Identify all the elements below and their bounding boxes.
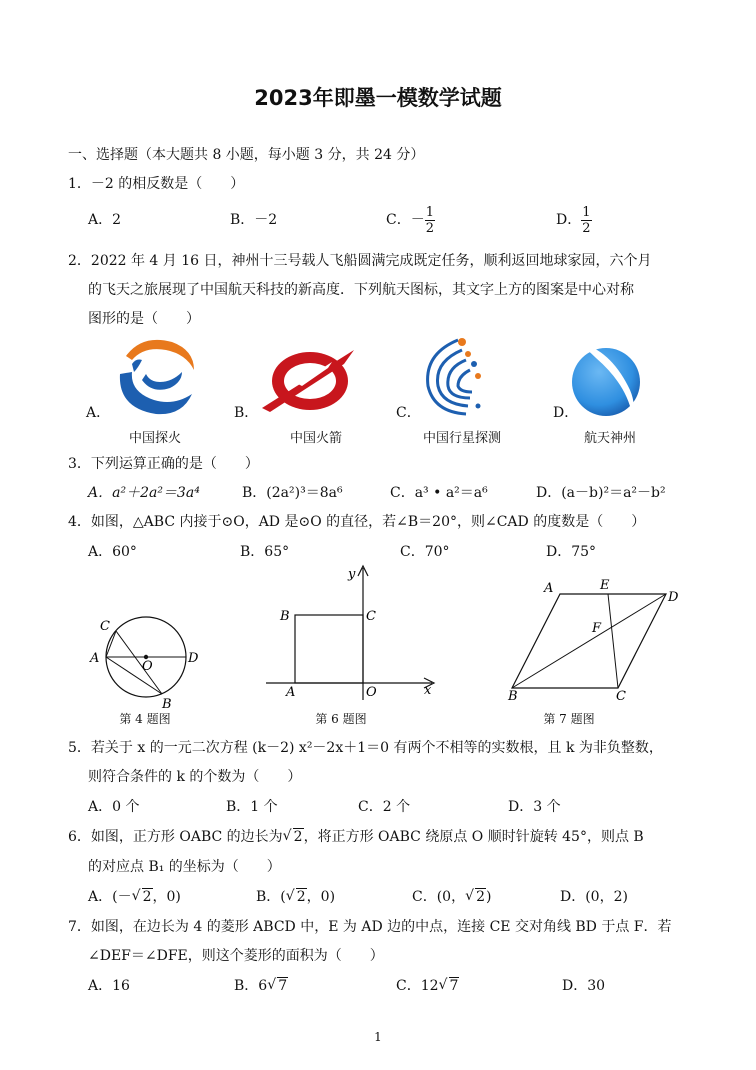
q1-option-b: B．－2 [230, 212, 278, 228]
q5-option-d: D．3 个 [508, 799, 561, 815]
q6-line1-post: ，将正方形 OABC 绕原点 O 顺时针旋转 45°，则点 B [303, 829, 644, 845]
fig6-label-b: B [280, 609, 290, 624]
q2-caption-a: 中国探火 [128, 431, 181, 446]
logo-planet-exploration-icon [418, 334, 498, 420]
q7-option-b [234, 977, 288, 995]
q2-line1: 2．2022 年 4 月 16 日，神州十三号载人飞船圆满完成既定任务，顺利返回地球家园，六个月 [68, 253, 652, 269]
fig4-label-c: C [100, 619, 110, 634]
fig4-label-o: O [142, 659, 153, 674]
q1-option-d [556, 202, 592, 238]
q1-c-fraction [425, 205, 435, 236]
q6-c-pre: C．(0， [412, 889, 466, 905]
q6-b-post: ，0) [306, 889, 336, 905]
q6-line2: 的对应点 B₁ 的坐标为（ ） [88, 859, 281, 875]
q7-c-sqrt: √ 7 [438, 977, 459, 994]
q7-b-radicand: 7 [278, 978, 288, 994]
fig4-caption: 第 4 题图 [119, 712, 171, 726]
q2-option-a-label: A． [86, 405, 111, 421]
fig6-label-x: x [424, 683, 432, 698]
q6-a-radicand: 2 [142, 889, 152, 905]
q1-d-label: D． [556, 212, 582, 228]
q5-option-a: A．0 个 [88, 799, 140, 815]
fig7-label-a: A [544, 581, 554, 596]
q6-a-pre: A．(－ [88, 889, 132, 905]
q3-option-b: B．(2a²)³＝8a⁶ [242, 485, 343, 501]
q2-caption-d: 航天神州 [583, 431, 636, 446]
q2-option-d-label: D． [553, 405, 579, 421]
logo-china-rocket-icon [258, 346, 358, 416]
fig4-label-d: D [188, 651, 199, 666]
q6-option-c [412, 888, 491, 906]
fig7-label-c: C [616, 689, 626, 704]
figure-6 [262, 564, 442, 704]
q6-line1-pre: 6．如图，正方形 OABC 的边长为 [68, 829, 283, 845]
fig7-caption: 第 7 题图 [543, 712, 595, 726]
fig7-label-e: E [600, 578, 610, 593]
q7-option-d: D．30 [562, 978, 606, 994]
q1-d-numerator: 1 [582, 204, 591, 220]
q1-c-sign: － [410, 212, 425, 228]
q3-option-d: D．(a－b)²＝a²－b² [536, 485, 666, 501]
fig6-label-o: O [366, 685, 377, 700]
q2-caption-b: 中国火箭 [289, 431, 342, 446]
figure-7 [500, 574, 690, 704]
q1-c-denominator: 2 [425, 220, 434, 236]
q1-d-denominator: 2 [582, 220, 591, 236]
q6-c-post: ) [486, 889, 492, 905]
q1-d-fraction [581, 205, 591, 236]
q6-radicand: 2 [293, 829, 303, 845]
q7-c-radicand: 7 [449, 978, 459, 994]
q6-sqrt: √ 2 [282, 828, 303, 845]
logo-china-mars-icon [112, 336, 200, 420]
fig7-label-f: F [592, 621, 602, 636]
q2-line3: 图形的是（ ） [88, 311, 200, 327]
fig4-chord-ab [106, 657, 162, 694]
fig6-caption: 第 6 题图 [315, 712, 367, 726]
q4-option-b: B．65° [240, 544, 290, 560]
q5-option-c: C．2 个 [358, 799, 411, 815]
q6-b-sqrt: √ 2 [285, 888, 306, 905]
q7-line2: ∠DEF＝∠DFE，则这个菱形的面积为（ ） [88, 948, 384, 964]
q5-line2: 则符合条件的 k 的个数为（ ） [88, 769, 302, 785]
fig7-segment-ce [608, 594, 618, 688]
q7-line1: 7．如图，在边长为 4 的菱形 ABCD 中，E 为 AD 边的中点，连接 CE 交对角线 BD 于点 F．若 [68, 919, 672, 935]
fig6-label-c: C [366, 609, 376, 624]
q6-a-post: ，0) [152, 889, 181, 905]
q6-option-b [256, 888, 335, 906]
q1-c-label: C． [386, 212, 411, 228]
fig6-label-y: y [348, 567, 356, 582]
q1-option-c [386, 202, 435, 238]
q3-option-c: C．a³ • a²＝a⁶ [390, 485, 488, 501]
fig4-label-a: A [90, 651, 100, 666]
fig4-chord-ac [106, 631, 116, 657]
q2-option-b-label: B． [234, 405, 259, 421]
q6-b-radicand: 2 [296, 889, 306, 905]
q6-c-radicand: 2 [476, 889, 486, 905]
q3-stem: 3．下列运算正确的是（ ） [68, 456, 259, 472]
q6-option-a [88, 888, 181, 906]
q7-c-pre: C．12 [396, 978, 439, 994]
q5-line1: 5．若关于 x 的一元二次方程 (k－2) x²－2x＋1＝0 有两个不相等的实数根，且 k 为非负整数， [68, 740, 663, 756]
q1-c-numerator: 1 [425, 204, 434, 220]
q6-a-sqrt: √ 2 [131, 888, 152, 905]
fig6-square-oabc [295, 615, 363, 683]
fig4-label-b: B [162, 697, 172, 712]
q7-option-c [396, 977, 459, 995]
fig6-label-a: A [286, 685, 296, 700]
q2-line2: 的飞天之旅展现了中国航天科技的新高度．下列航天图标，其文字上方的图案是中心对称 [88, 282, 634, 298]
q4-option-d: D．75° [546, 544, 597, 560]
q6-b-pre: B．( [256, 889, 286, 905]
q2-option-c-label: C． [396, 405, 421, 421]
fig7-diagonal-bd [512, 594, 666, 688]
q1-option-a: A．2 [88, 212, 122, 228]
fig4-chord-cb [116, 631, 162, 694]
q6-line1 [68, 828, 644, 846]
q4-stem: 4．如图，△ABC 内接于⊙O，AD 是⊙O 的直径，若∠B＝20°，则∠CAD 的度数是（ ） [68, 514, 646, 530]
q5-option-b: B．1 个 [226, 799, 278, 815]
q6-option-d: D．(0，2) [560, 889, 628, 905]
q6-c-sqrt: √ 2 [465, 888, 486, 905]
section-heading: 一、选择题（本大题共 8 小题，每小题 3 分，共 24 分） [68, 147, 425, 163]
q3-option-a: A．a²＋2a²＝3a⁴ [88, 485, 200, 501]
q4-option-c: C．70° [400, 544, 450, 560]
q2-caption-c: 中国行星探测 [422, 431, 501, 446]
q4-option-a: A．60° [88, 544, 137, 560]
q7-b-sqrt: √ 7 [267, 977, 288, 994]
page-title: 2023年即墨一模数学试题 [254, 86, 502, 110]
q1-stem: 1．－2 的相反数是（ ） [68, 176, 245, 192]
q7-option-a: A．16 [88, 978, 130, 994]
fig7-label-b: B [508, 689, 518, 704]
figure-4 [84, 612, 204, 712]
fig7-label-d: D [668, 590, 679, 605]
q7-b-pre: B．6 [234, 978, 268, 994]
page-number: 1 [374, 1030, 382, 1044]
